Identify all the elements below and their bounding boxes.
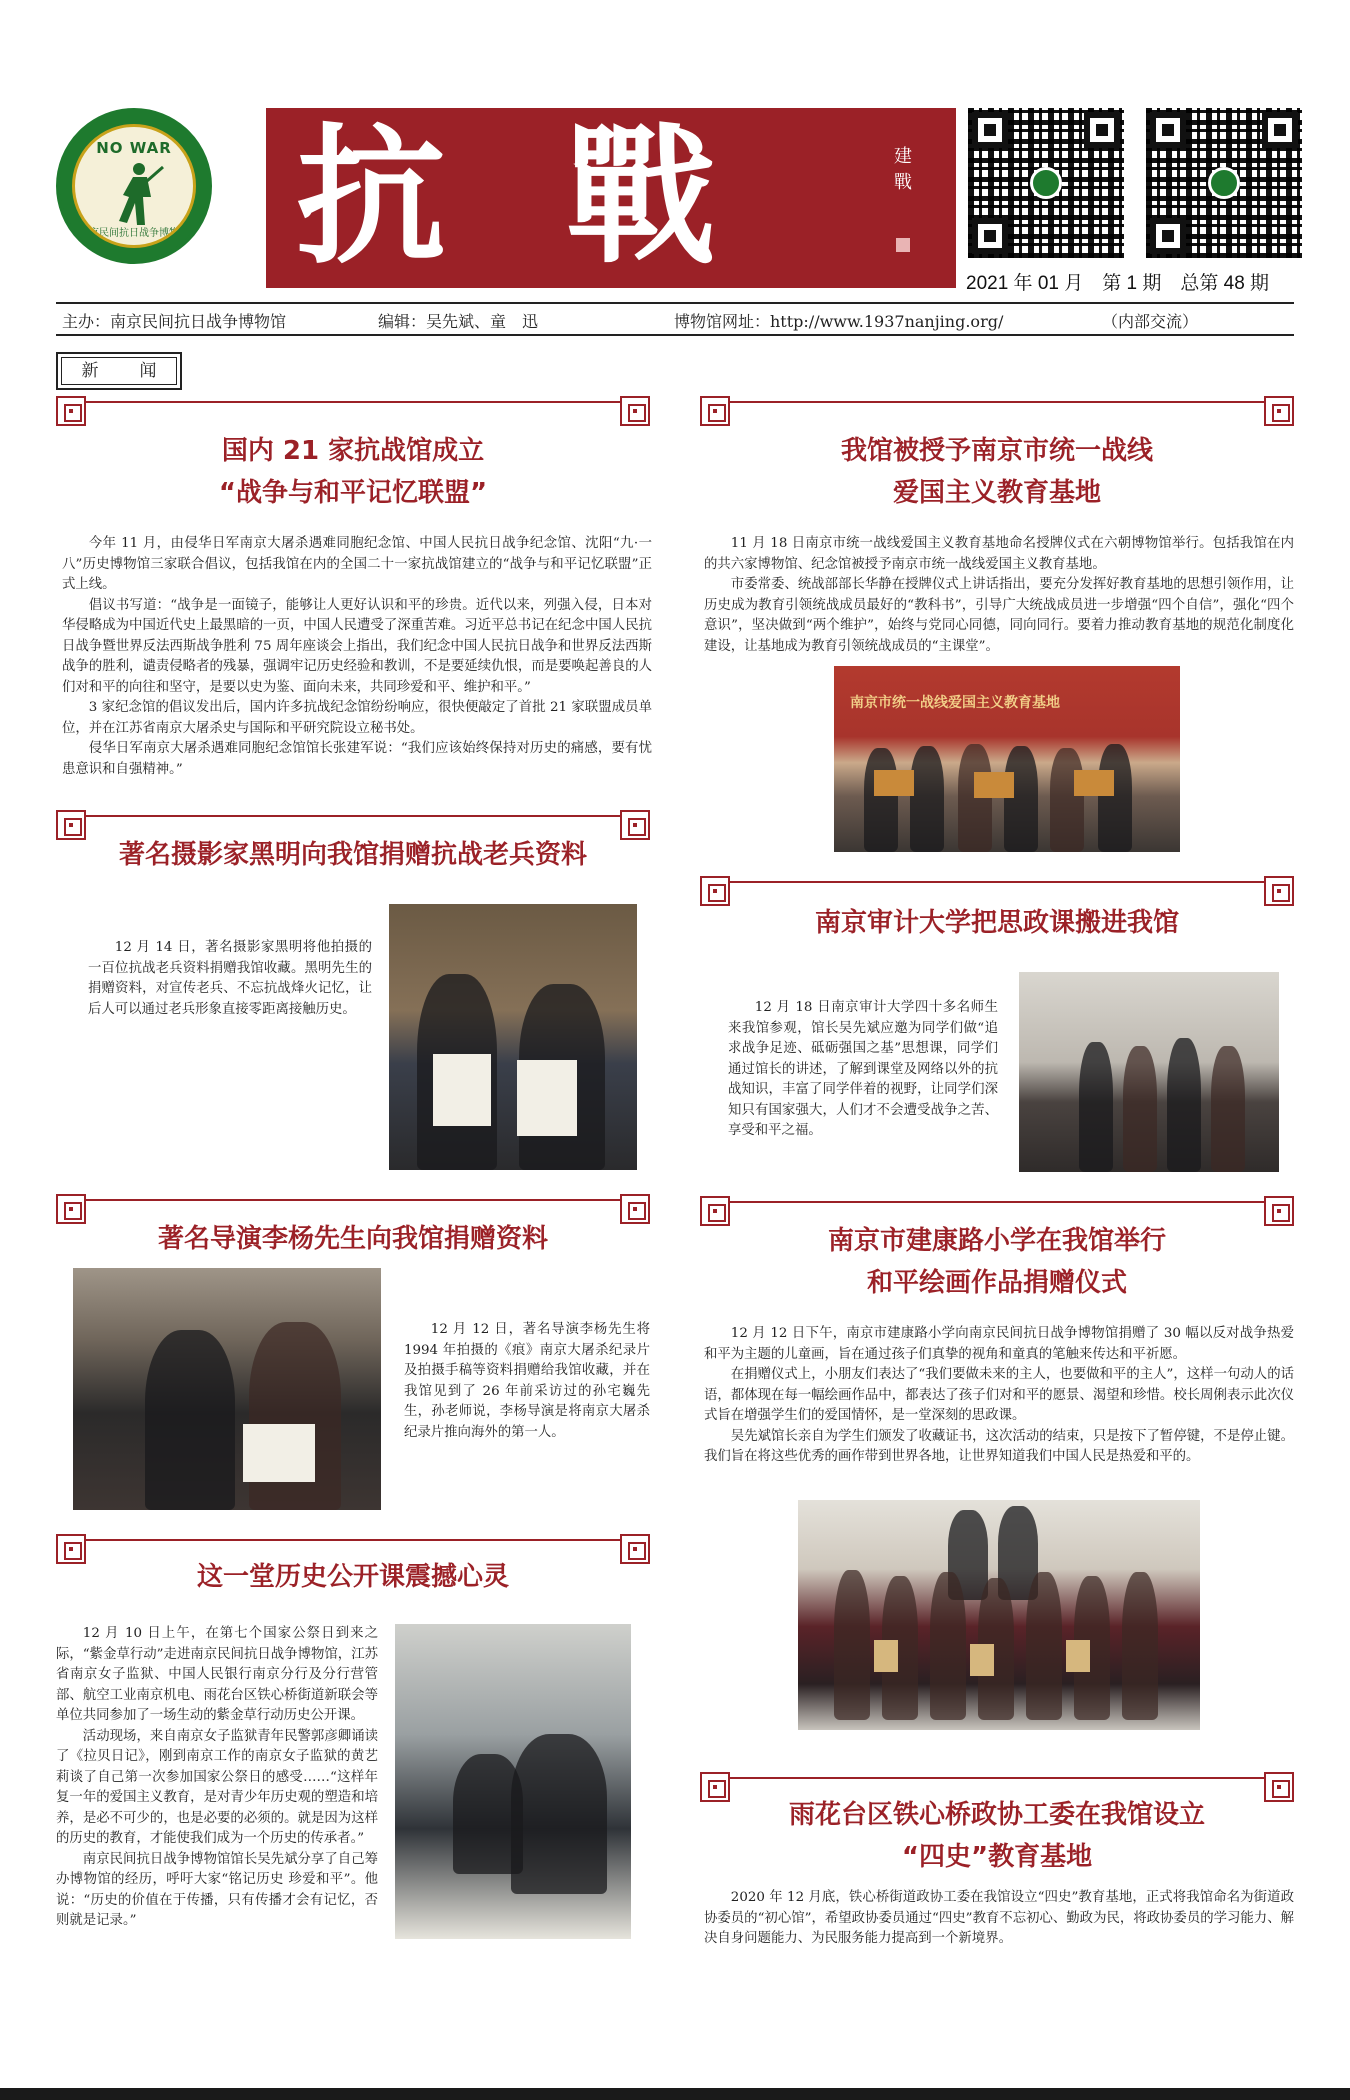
masthead-title: 抗戰 <box>296 109 837 285</box>
fret-ornament-icon <box>620 396 650 426</box>
article-title: 我馆被授予南京市统一战线 爱国主义教育基地 <box>840 436 1153 508</box>
section-label-box <box>56 352 182 390</box>
article-body: 12 月 12 日下午，南京市建康路小学向南京民间抗日战争博物馆捐赠了 30 幅以反对战争热爱和平为主题的儿童画，旨在通过孩子们真挚的视角和童真的笔触来传达和平祈愿。 在捐赠仪式上，小朋友们表达了“我们要做未来的主人，也要做和平的主人”，这样一句动人的话语，都体现在每一幅绘画作品中，都表达了孩子们对和平的愿景、渴望和珍惜。校长周俐表示此次仪式旨在增强学生们的爱国情怀，是一堂深刻的思政课。 吴先斌馆长亲自为学生们颁发了收藏证书，这次活动的结束，只是按下了暂停键，不是停止键。我们旨在将这些优秀的画作带到世界各地，让世界知道我们中国人民是热爱和平的。 <box>704 1326 1294 1464</box>
article-body: 2020 年 12 月底，铁心桥街道政协工委在我馆设立“四史”教育基地，正式将我馆命名为街道政协委员的“初心馆”，希望政协委员通过“四史”教育不忘初心、勤政为民，将政协委员的学习能力、解决自身问题能力、为民服务能力提高到一个新境界。 <box>704 1890 1294 1946</box>
fret-ornament-icon <box>700 396 730 426</box>
fret-ornament-icon <box>1264 396 1294 426</box>
logo-ring-text: 南京民间抗日战争博物馆 <box>79 228 189 239</box>
article-body: 12 月 14 日，著名摄影家黑明将他拍摄的一百位抗战老兵资料捐赠我馆收藏。黑明先生的捐赠资料，对宣传老兵、不忘抗战烽火记忆，让后人可以通过老兵形象直接零距离接触历史。 <box>88 940 372 1017</box>
masthead-banner <box>266 108 956 288</box>
website-link[interactable]: 博物馆网址：http://www.1937nanjing.org/ <box>674 312 1004 331</box>
article-title: 南京市建康路小学在我馆举行 和平绘画作品捐赠仪式 <box>827 1226 1166 1298</box>
article-title: 南京审计大学把思政课搬进我馆 <box>814 908 1179 938</box>
editors-text: 编辑：吴先斌、童 迅 <box>378 312 539 331</box>
internal-note: （内部交流） <box>1102 312 1199 331</box>
section-label: 新 闻 <box>61 357 177 385</box>
info-rule <box>56 334 1294 336</box>
article-body: 11 月 18 日南京市统一战线爱国主义教育基地命名授牌仪式在六朝博物馆举行。包括我馆在内的共六家博物馆、纪念馆被授予南京市统一战线爱国主义教育基地。 市委常委、统战部部长华静在授牌仪式上讲话指出，要充分发挥好教育基地的思想引领作用，让历史成为教育引领统战成员最好的“教科书”，引导广大统战成员进一步增强“四个自信”，强化“四个意识”，坚决做到“两个维护”，始终与党同心同德，同向同行。要着力推动教育基地的规范化制度化建设，让基地成为教育引领统战成员的“主课堂”。 <box>704 536 1294 654</box>
section-header-bar <box>700 396 1294 426</box>
masthead-signature: 建戰 <box>894 146 912 193</box>
article-title: 国内 21 家抗战馆成立 “战争与和平记忆联盟” <box>218 436 488 508</box>
qr-code-1 <box>968 108 1124 258</box>
qr-finder <box>1150 112 1186 148</box>
qr-logo-icon <box>1208 167 1240 199</box>
photo-award-ceremony <box>834 666 1180 852</box>
seal-stamp <box>896 238 910 252</box>
qr-code-2 <box>1146 108 1302 258</box>
photo-university-visit <box>1019 972 1279 1172</box>
article-title: 这一堂历史公开课震撼心灵 <box>196 1562 509 1592</box>
photo-donation-photographer <box>389 904 637 1170</box>
fret-ornament-icon <box>56 396 86 426</box>
logo-top-text: NO WAR <box>96 139 172 157</box>
article-body: 12 月 12 日，著名导演李杨先生将 1994 年拍摄的《痕》南京大屠杀纪录片及拍摄手稿等资料捐赠给我馆收藏，并在我馆见到了 26 年前采访过的孙宅巍先生，孙老师说，李杨导演是将南京大屠杀纪录片推向海外的第一人。 <box>404 1322 650 1440</box>
qr-finder <box>972 218 1008 254</box>
issue-line: 2021 年 01 月 第 1 期 总第 48 期 <box>966 273 1270 294</box>
qr-finder <box>1262 112 1298 148</box>
masthead-rule <box>56 302 1294 304</box>
qr-finder <box>1084 112 1120 148</box>
sponsor-text: 主办：南京民间抗日战争博物馆 <box>62 312 287 331</box>
museum-logo <box>56 108 212 264</box>
photo-donation-director <box>73 1268 381 1510</box>
section-header-bar <box>56 396 650 426</box>
photo-school-donation <box>798 1500 1200 1730</box>
soldier-icon <box>109 161 165 227</box>
photo-banner-text: 南京市统一战线爱国主义教育基地 <box>850 695 1060 711</box>
bottom-border <box>0 2088 1350 2100</box>
qr-logo-icon <box>1030 167 1062 199</box>
article-body: 12 月 18 日南京审计大学四十多名师生来我馆参观，馆长吴先斌应邀为同学们做“追求战争足迹、砥砺强国之基”思想课，同学们通过馆长的讲述，了解到课堂及网络以外的抗战知识，丰富了同学伴着的视野，让同学们深知只有国家强大，人们才不会遭受战争之苦、享受和平之福。 <box>728 1000 998 1138</box>
article-title: 著名摄影家黑明向我馆捐赠抗战老兵资料 <box>118 840 587 870</box>
article-title: 著名导演李杨先生向我馆捐赠资料 <box>157 1224 548 1254</box>
article-body: 12 月 10 日上午，在第七个国家公祭日到来之际，“紫金草行动”走进南京民间抗日战争博物馆，江苏省南京女子监狱、中国人民银行南京分行及分行营管部、航空工业南京机电、雨花台区铁心桥街道新联会等单位共同参加了一场生动的紫金草行动历史公开课。 活动现场，来自南京女子监狱青年民警郭彦卿诵读了《拉贝日记》，刚到南京工作的南京女子监狱的黄艺莉谈了自己第一次参加国家公祭日的感受……“这样年复一年的爱国主义教育，是对青少年历史观的塑造和培养，是必不可少的，也是必要的必须的。就是因为这样的历史的教育，才能使我们成为一个历史的传承者。” 南京民间抗日战争博物馆馆长吴先斌分享了自己筹办博物馆的经历，呼吁大家“铭记历史 珍爱和平”。他说：“历史的价值在于传播，只有传播才会有记忆，否则就是记录。” <box>56 1626 378 1928</box>
photo-history-class <box>395 1624 631 1939</box>
article-title: 雨花台区铁心桥政协工委在我馆设立 “四史”教育基地 <box>788 1800 1205 1872</box>
qr-finder <box>972 112 1008 148</box>
article-body: 今年 11 月，由侵华日军南京大屠杀遇难同胞纪念馆、中国人民抗日战争纪念馆、沈阳“九·一八”历史博物馆三家联合倡议，包括我馆在内的全国二十一家抗战馆建立的“战争与和平记忆联盟”正式上线。 倡议书写道：“战争是一面镜子，能够让人更好认识和平的珍贵。近代以来，列强入侵，日本对华侵略成为中国近代史上最黑暗的一页，中国人民遭受了深重苦难。习近平总书记在纪念中国人民抗日战争暨世界反法西斯战争胜利 75 周年座谈会上指出，我们纪念中国人民抗日战争和世界反法西斯战争的胜利，谴责侵略者的残暴，强调牢记历史经验和教训，不是要延续仇恨，而是要唤起善良的人们对和平的向往和坚守，是要以史为鉴、面向未来，共同珍爱和平、维护和平。” 3 家纪念馆的倡议发出后，国内许多抗战纪念馆纷纷响应，很快便敲定了首批 21 家联盟成员单位，并在江苏省南京大屠杀史与国际和平研究院设立秘书处。 侵华日军南京大屠杀遇难同胞纪念馆馆长张建军说：“我们应该始终保持对历史的痛感，要有忧患意识和自强精神。” <box>62 536 652 777</box>
qr-finder <box>1150 218 1186 254</box>
